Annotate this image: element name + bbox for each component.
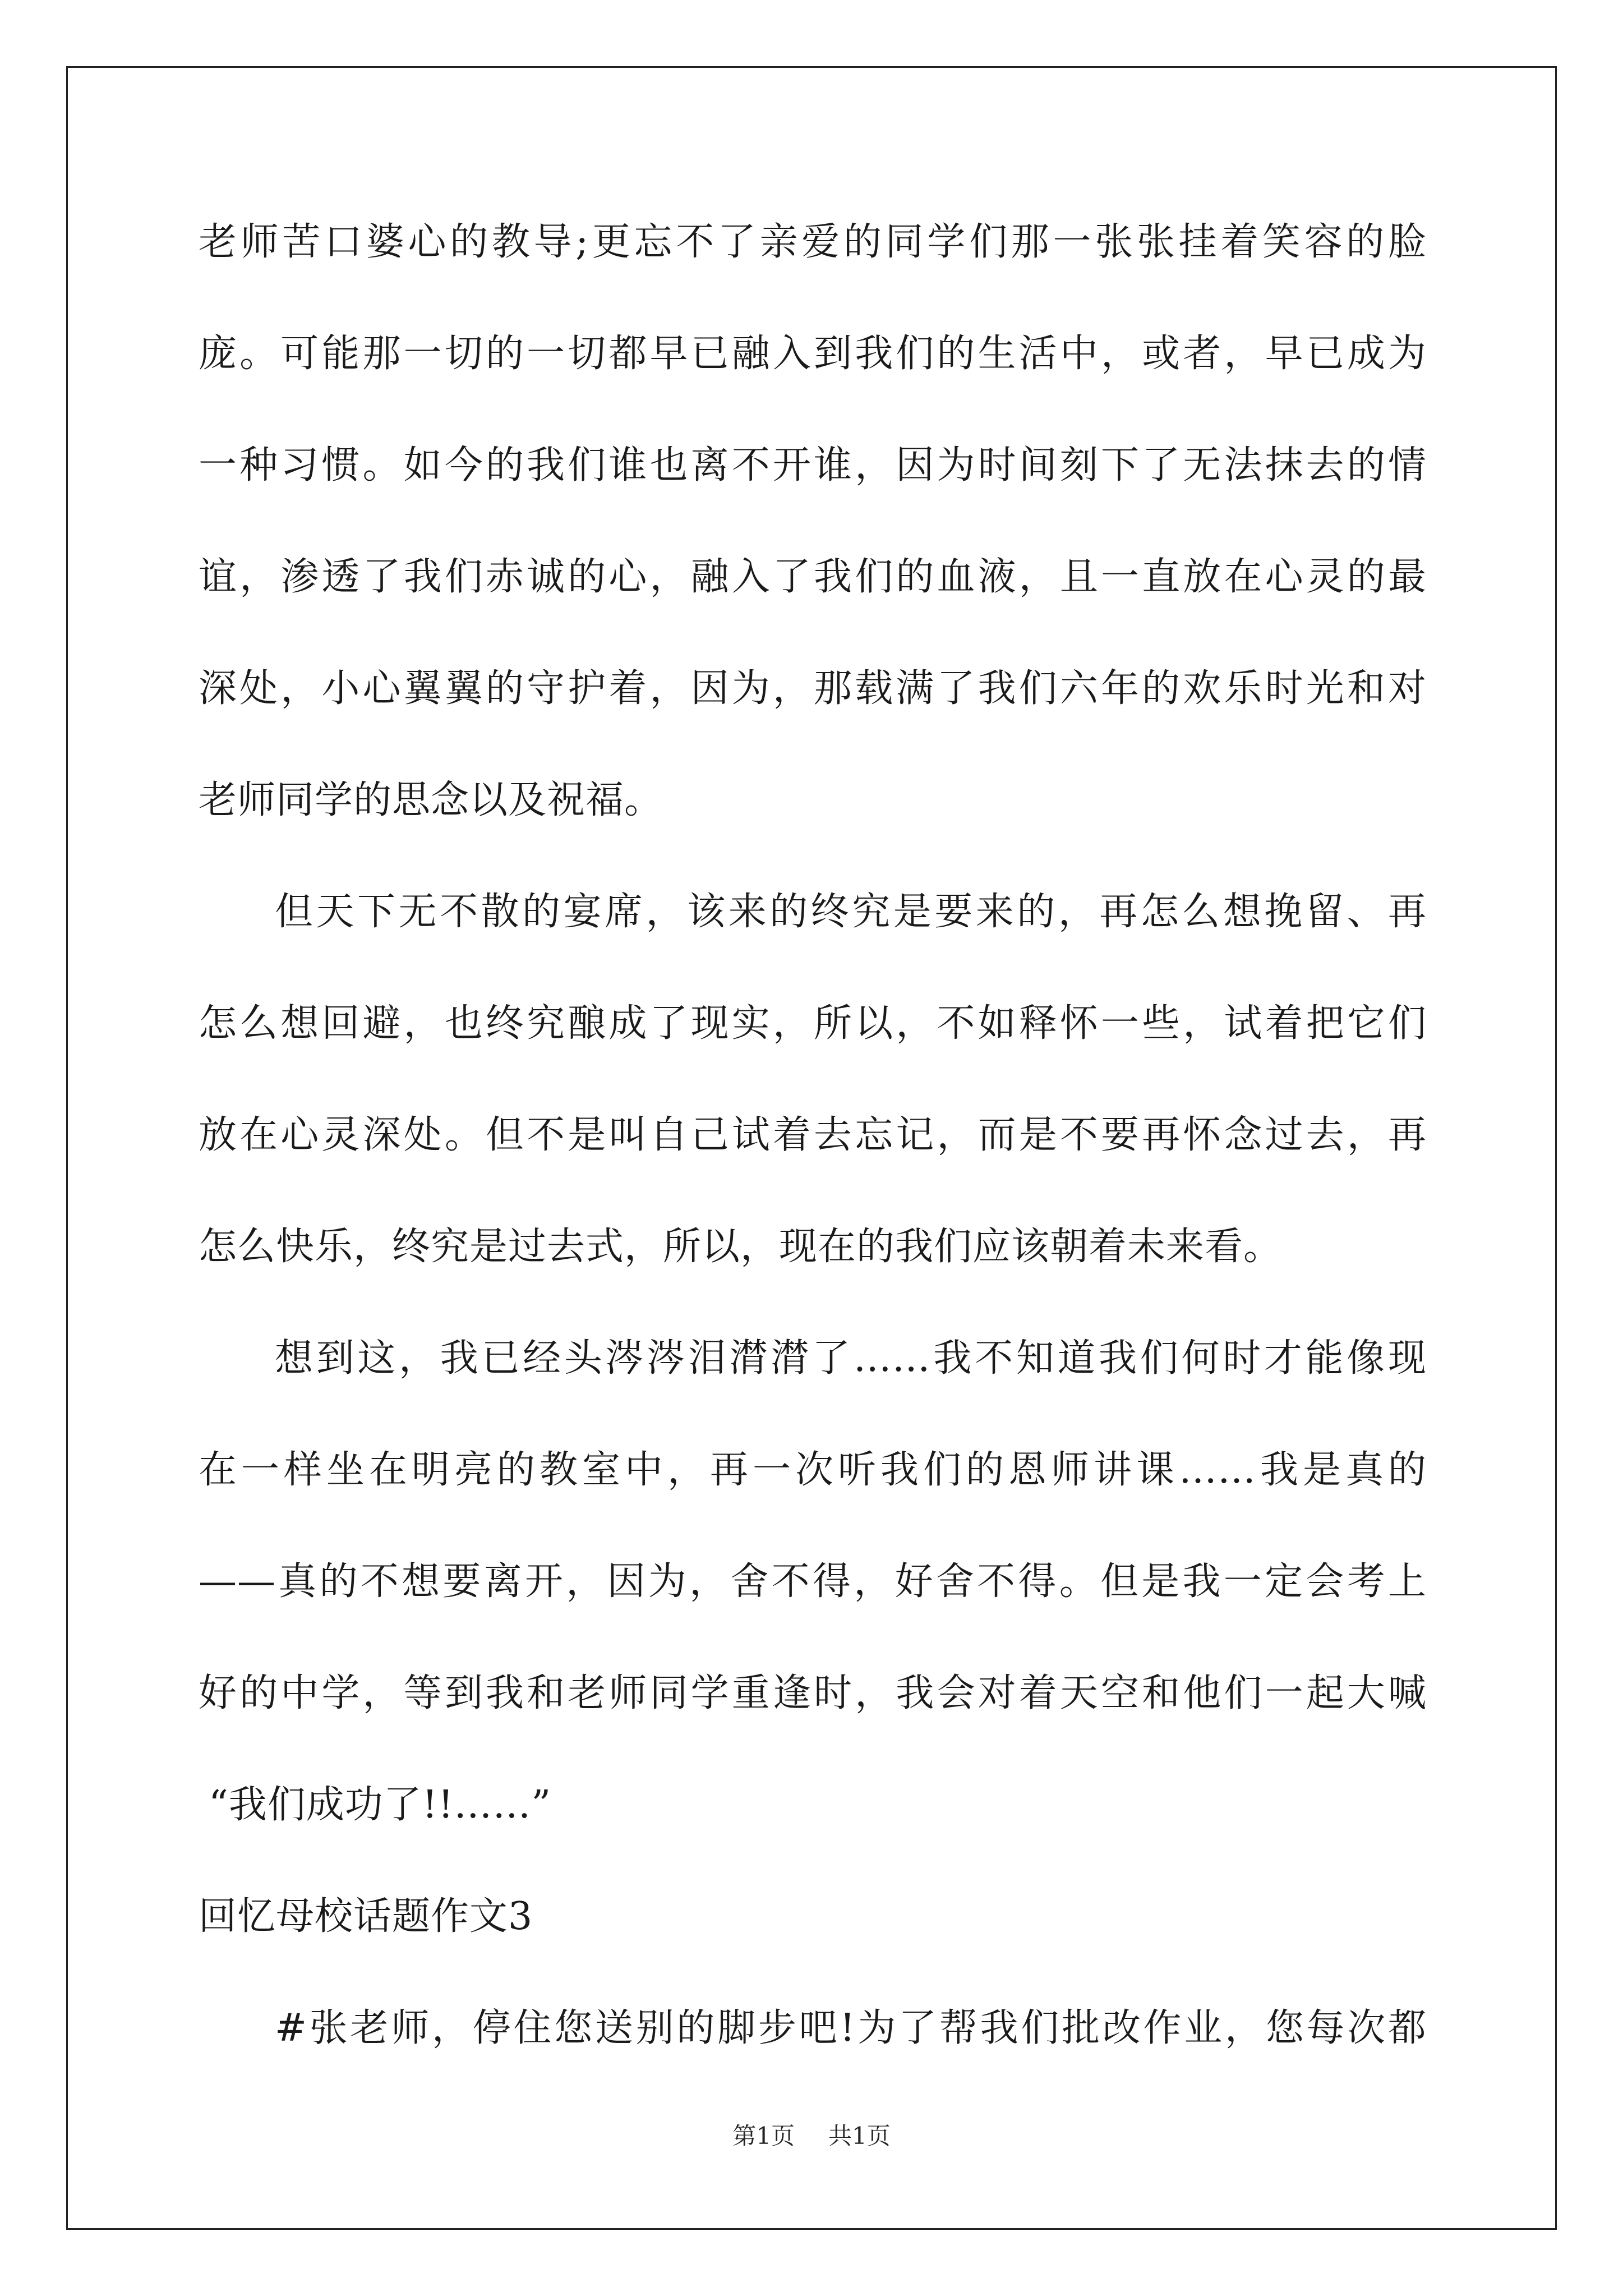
document-body	[199, 209, 1427, 2106]
text-line: 老师同学的思念以及祝福。	[199, 778, 663, 822]
text-line: 老师苦口婆心的教导;更忘不了亲爱的同学们那一张张挂着笑容的脸	[199, 220, 1427, 264]
text-line: 怎么快乐，终究是过去式，所以，现在的我们应该朝着未来看。	[199, 1225, 1283, 1269]
text-line: 庞。可能那一切的一切都早已融入到我们的生活中，或者，早已成为	[199, 332, 1427, 376]
text-line: 放在心灵深处。但不是叫自己试着去忘记，而是不要再怀念过去，再	[199, 1113, 1427, 1157]
text-line: ——真的不想要离开，因为，舍不得，好舍不得。但是我一定会考上	[199, 1559, 1427, 1604]
page-number: 第1页	[732, 2122, 795, 2150]
text-line: “我们成功了!!……”	[209, 1783, 552, 1827]
text-line: 一种习惯。如今的我们谁也离不开谁，因为时间刻下了无法抹去的情	[199, 443, 1427, 487]
paragraph-start: #张老师，停住您送别的脚步吧!为了帮我们批改作业，您每次都	[275, 2006, 1427, 2050]
text-line: 怎么想回避，也终究酿成了现实，所以，不如释怀一些，试着把它们	[199, 1001, 1427, 1046]
text-line: 深处，小心翼翼的守护着，因为，那载满了我们六年的欢乐时光和对	[199, 666, 1427, 711]
section-heading: 回忆母校话题作文3	[199, 1894, 533, 1939]
page-footer	[0, 2119, 1623, 2153]
paragraph-start: 想到这，我已经头涔涔泪潸潸了……我不知道我们何时才能像现	[275, 1336, 1427, 1381]
text-line: 谊，渗透了我们赤诚的心，融入了我们的血液，且一直放在心灵的最	[199, 555, 1427, 599]
paragraph-start: 但天下无不散的宴席，该来的终究是要来的，再怎么想挽留、再	[275, 890, 1427, 934]
text-line: 在一样坐在明亮的教室中，再一次听我们的恩师讲课……我是真的	[199, 1448, 1427, 1492]
page-total: 共1页	[828, 2122, 891, 2150]
text-line: 好的中学，等到我和老师同学重逢时，我会对着天空和他们一起大喊	[199, 1671, 1427, 1715]
